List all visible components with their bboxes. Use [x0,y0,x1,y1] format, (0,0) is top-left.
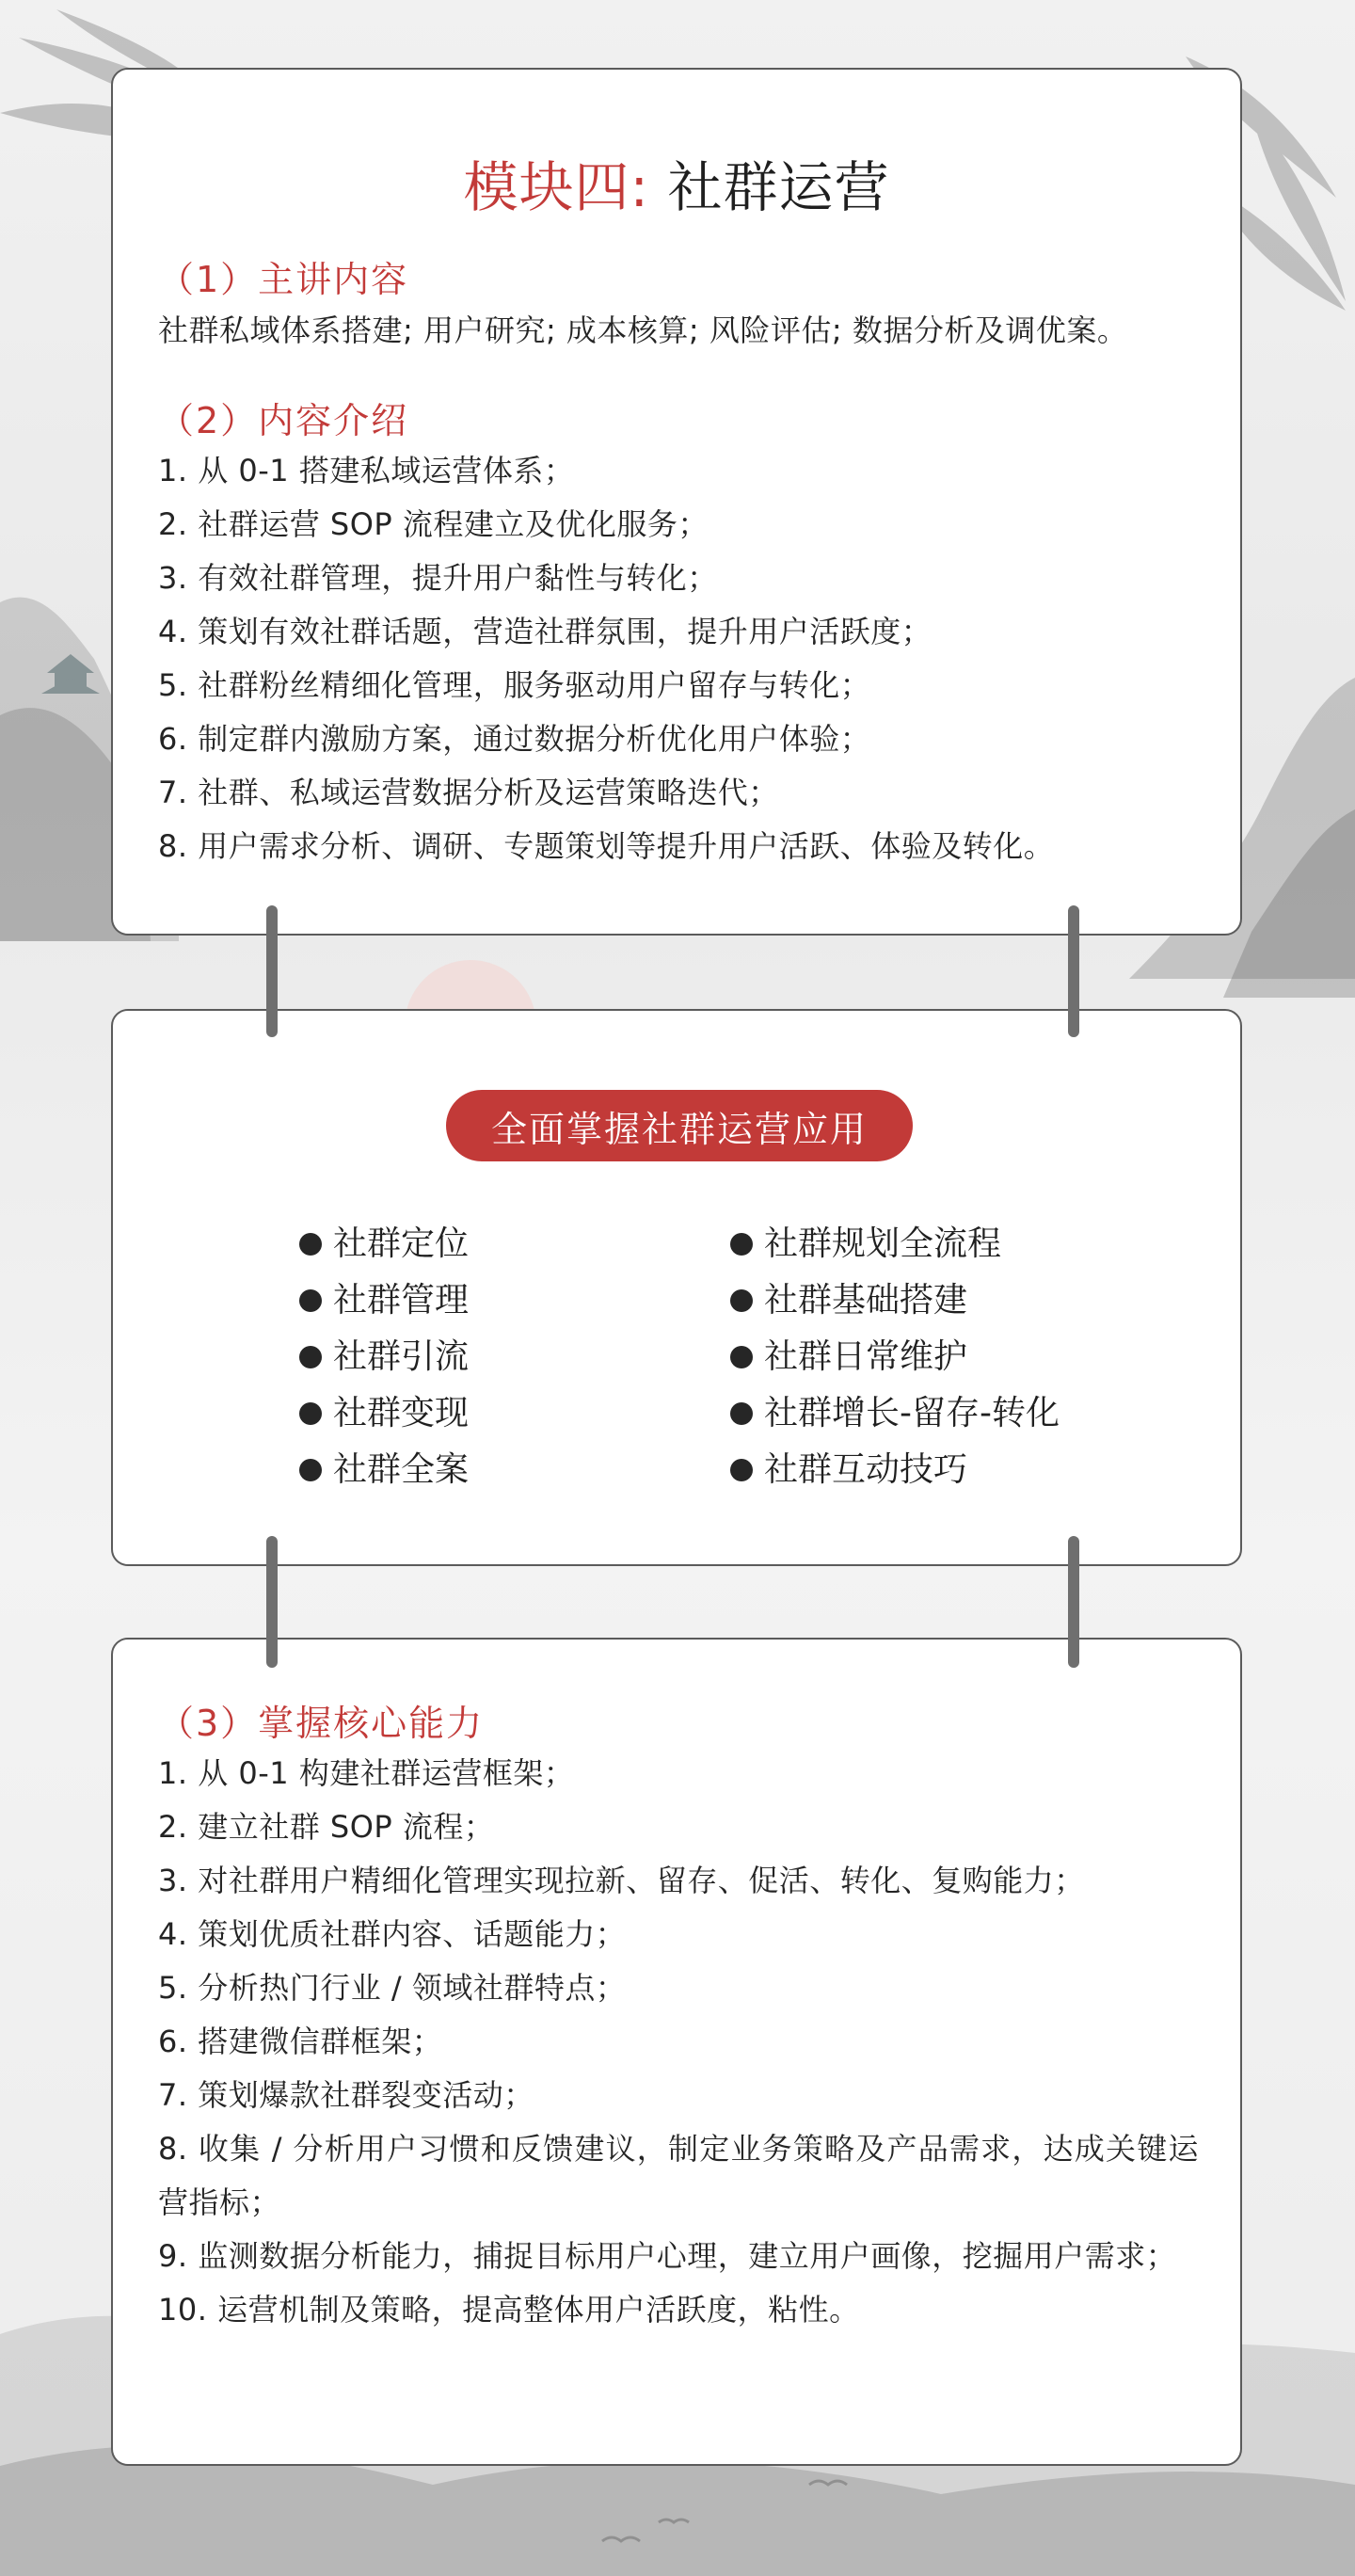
list-item: 3. 对社群用户精细化管理实现拉新、留存、促活、转化、复购能力； [158,1863,1085,1898]
list-item: 1. 从 0-1 搭建私域运营体系； [158,453,575,488]
bullet-icon [730,1289,753,1312]
list-item [299,1329,469,1385]
module-title-accent: 模块四: [463,155,650,219]
list-item [299,1385,469,1442]
bullet-icon [299,1233,322,1256]
list-item: 6. 搭建微信群框架； [158,2024,443,2059]
list-item: 9. 监测数据分析能力，捕捉目标用户心理，建立用户画像，挖掘用户需求； [158,2238,1177,2274]
list-item: 3. 有效社群管理，提升用户黏性与转化； [158,560,718,596]
bullet-icon [730,1402,753,1425]
list-item: 6. 制定群内激励方案，通过数据分析优化用户体验； [158,721,871,757]
section3-heading: （3）掌握核心能力 [158,1703,485,1744]
mastery-left-list [299,1216,469,1498]
mastery-card [111,1009,1242,1566]
module-intro-card [111,68,1242,936]
list-item-label: 社群互动技巧 [764,1450,968,1489]
list-item [730,1385,1060,1442]
core-abilities-card [111,1638,1242,2466]
bullet-icon [299,1289,322,1312]
bullet-icon [299,1459,322,1481]
list-item: 1. 从 0-1 构建社群运营框架； [158,1755,575,1791]
list-item-label: 社群变现 [333,1394,470,1432]
list-item: 4. 策划有效社群话题，营造社群氛围，提升用户活跃度； [158,614,933,649]
list-item-label: 社群全案 [333,1450,470,1489]
list-item-label: 社群引流 [333,1337,470,1376]
bullet-icon [730,1346,753,1368]
list-item [730,1272,1060,1329]
list-item: 5. 分析热门行业 / 领域社群特点； [158,1970,627,2006]
module-title [113,143,1240,222]
section2-heading: （2）内容介绍 [158,400,409,441]
bullet-icon [730,1233,753,1256]
list-item: 7. 社群、私域运营数据分析及运营策略迭代； [158,775,779,810]
list-item-label: 社群增长-留存-转化 [764,1394,1060,1432]
list-item [299,1442,469,1498]
list-item [730,1216,1060,1272]
list-item: 5. 社群粉丝精细化管理，服务驱动用户留存与转化； [158,667,871,703]
bullet-icon [299,1346,322,1368]
list-item [730,1442,1060,1498]
connector-right-bottom [1068,1536,1079,1668]
section1-heading: （1）主讲内容 [158,259,409,300]
list-item-label: 社群管理 [333,1281,470,1320]
bullet-icon [299,1402,322,1425]
list-item: 2. 建立社群 SOP 流程； [158,1809,495,1845]
list-item: 2. 社群运营 SOP 流程建立及优化服务； [158,506,709,542]
list-item-label: 社群基础搭建 [764,1281,968,1320]
list-item: 8. 用户需求分析、调研、专题策划等提升用户活跃、体验及转化。 [158,828,1055,864]
connector-right-top [1068,905,1079,1037]
list-item-label: 社群定位 [333,1224,470,1263]
section3-list [158,1747,1199,2337]
list-item [730,1329,1060,1385]
list-item [299,1272,469,1329]
connector-left-top [266,905,278,1037]
list-item-label: 社群日常维护 [764,1337,968,1376]
list-item: 7. 策划爆款社群裂变活动； [158,2077,534,2113]
mastery-right-list [730,1216,1060,1498]
section1-text: 社群私域体系搭建; 用户研究; 成本核算; 风险评估; 数据分析及调优案。 [158,312,1128,348]
list-item: 4. 策划优质社群内容、话题能力； [158,1916,627,1952]
section2-list [158,444,1199,873]
list-item [299,1216,469,1272]
list-item: 10. 运营机制及策略，提高整体用户活跃度，粘性。 [158,2292,860,2328]
list-item-label: 社群规划全流程 [764,1224,1002,1263]
bullet-icon [730,1459,753,1481]
connector-left-bottom [266,1536,278,1668]
mastery-badge: 全面掌握社群运营应用 [446,1090,913,1161]
module-title-rest: 社群运营 [649,155,890,219]
list-item: 8. 收集 / 分析用户习惯和反馈建议，制定业务策略及产品需求，达成关键运营指标； [158,2131,1199,2220]
